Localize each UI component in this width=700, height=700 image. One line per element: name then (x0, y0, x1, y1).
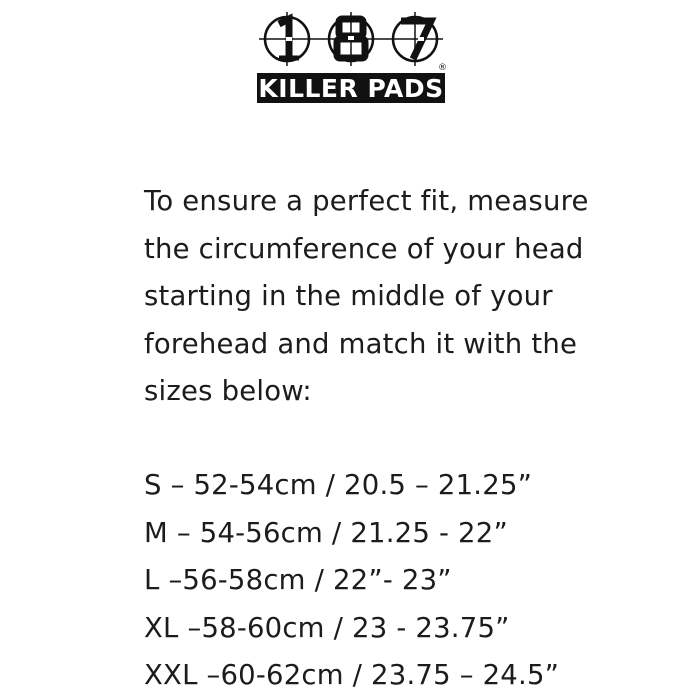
size-row-s: S – 52-54cm / 20.5 – 21.25” (144, 469, 533, 501)
size-chart (144, 462, 684, 700)
instruction-line: sizes below: (144, 375, 312, 407)
size-row-l: L –56-58cm / 22”- 23” (144, 564, 452, 596)
brand-logo (253, 6, 449, 106)
instruction-line: To ensure a perfect fit, measure (144, 185, 589, 217)
instruction-line: the circumference of your head (144, 232, 584, 265)
fit-instructions (144, 178, 684, 416)
size-row-xxl: XXL –60-62cm / 23.75 – 24.5” (144, 659, 560, 691)
instruction-line: starting in the middle of your (144, 280, 553, 312)
instruction-line: forehead and match it with the (144, 327, 578, 360)
logo-wordmark: KILLER PADS (258, 74, 444, 103)
size-row-m: M – 54-56cm / 21.25 - 22” (144, 516, 508, 549)
logo-graphic (253, 6, 449, 106)
size-row-xl: XL –58-60cm / 23 - 23.75” (144, 611, 510, 644)
registered-mark: ® (438, 63, 447, 73)
